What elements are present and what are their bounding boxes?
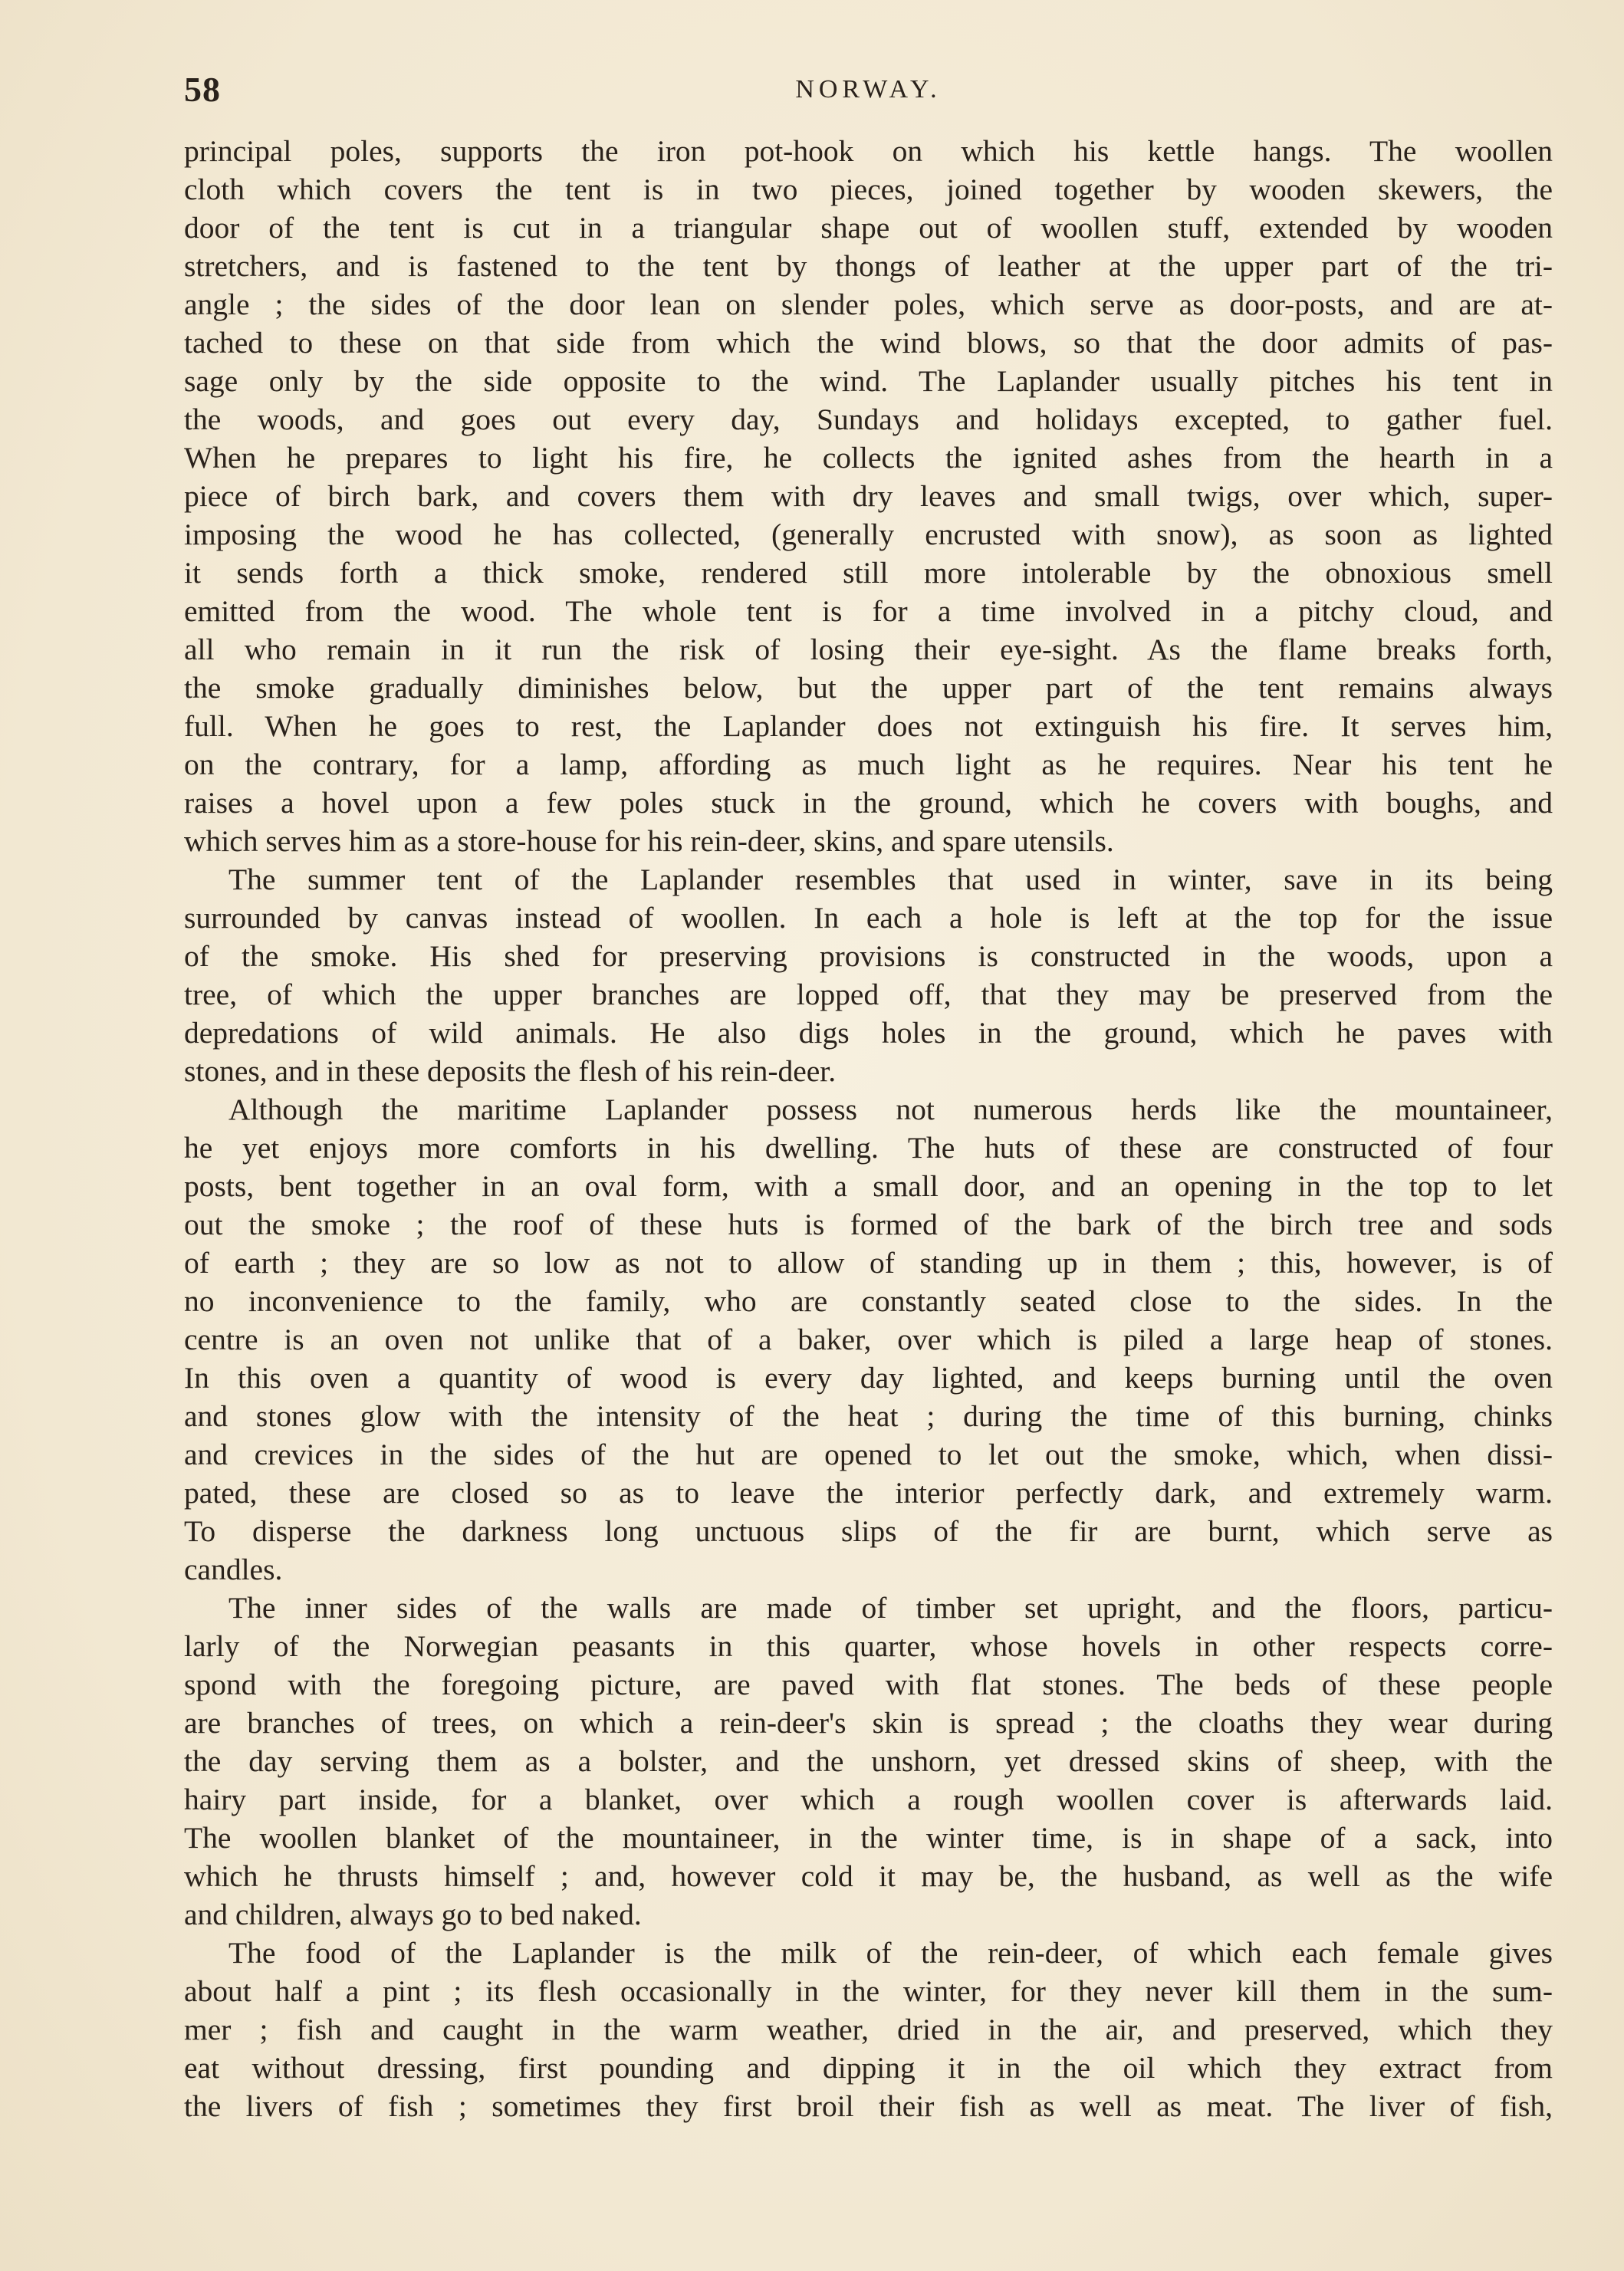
text-line: To disperse the darkness long unctuous slips of the fir are burnt, which serve as <box>184 1514 1553 1548</box>
text-line: surrounded by canvas instead of woollen. In each a hole is left at the top for the issue <box>184 901 1553 935</box>
text-line: he yet enjoys more comforts in his dwelling. The huts of these are constructed of four <box>184 1131 1553 1165</box>
text-line: The woollen blanket of the mountaineer, in the winter time, is in shape of a sack, into <box>184 1821 1553 1855</box>
text-line: which serves him as a store-house for his rein-deer, skins, and spare utensils. <box>184 824 1114 858</box>
text-line: sage only by the side opposite to the wind. The Laplander usually pitches his tent in <box>184 364 1553 398</box>
body-text <box>184 132 1553 2125</box>
text-line: piece of birch bark, and covers them with dry leaves and small twigs, over which, super- <box>184 479 1553 513</box>
text-line: tached to these on that side from which the wind blows, so that the door admits of pas- <box>184 326 1553 360</box>
text-line: imposing the wood he has collected, (generally encrusted with snow), as soon as lighted <box>184 518 1553 551</box>
text-line: The summer tent of the Laplander resembles that used in winter, save in its being <box>228 863 1553 896</box>
text-line: tree, of which the upper branches are lopped off, that they may be preserved from the <box>184 978 1553 1011</box>
text-line: the livers of fish ; sometimes they first broil their fish as well as meat. The liver of fish, <box>184 2089 1553 2123</box>
text-line: eat without dressing, first pounding and dipping it in the oil which they extract from <box>184 2051 1553 2085</box>
text-line: on the contrary, for a lamp, affording as much light as he requires. Near his tent he <box>184 748 1553 781</box>
text-line: larly of the Norwegian peasants in this quarter, whose hovels in other respects corre- <box>184 1629 1553 1663</box>
text-line: hairy part inside, for a blanket, over which a rough woollen cover is afterwards laid. <box>184 1783 1553 1816</box>
text-line: When he prepares to light his fire, he collects the ignited ashes from the hearth in a <box>184 441 1553 475</box>
text-line: centre is an oven not unlike that of a baker, over which is piled a large heap of stones. <box>184 1323 1553 1356</box>
page-header <box>184 69 1553 115</box>
text-line: and crevices in the sides of the hut are opened to let out the smoke, which, when dissi- <box>184 1438 1553 1471</box>
text-line: mer ; fish and caught in the warm weather, dried in the air, and preserved, which they <box>184 2013 1553 2046</box>
text-line: candles. <box>184 1553 283 1586</box>
text-line: the woods, and goes out every day, Sundays and holidays excepted, to gather fuel. <box>184 403 1553 436</box>
text-line: it sends forth a thick smoke, rendered still more intolerable by the obnoxious smell <box>184 556 1553 590</box>
text-line: posts, bent together in an oval form, with a small door, and an opening in the top to let <box>184 1169 1553 1203</box>
text-line: and children, always go to bed naked. <box>184 1898 642 1931</box>
text-line: all who remain in it run the risk of losing their eye-sight. As the flame breaks forth, <box>184 633 1553 666</box>
text-line: spond with the foregoing picture, are paved with flat stones. The beds of these people <box>184 1668 1553 1701</box>
text-line: raises a hovel upon a few poles stuck in the ground, which he covers with boughs, and <box>184 786 1553 820</box>
text-line: the day serving them as a bolster, and the unshorn, yet dressed skins of sheep, with the <box>184 1744 1553 1778</box>
text-line: depredations of wild animals. He also digs holes in the ground, which he paves with <box>184 1016 1553 1050</box>
text-line: In this oven a quantity of wood is every day lighted, and keeps burning until the oven <box>184 1361 1553 1395</box>
text-line: angle ; the sides of the door lean on slender poles, which serve as door-posts, and are at- <box>184 288 1553 321</box>
running-head: NORWAY. <box>795 75 942 104</box>
text-line: pated, these are closed so as to leave the interior perfectly dark, and extremely warm. <box>184 1476 1553 1510</box>
text-line: principal poles, supports the iron pot-hook on which his kettle hangs. The woollen <box>184 134 1553 168</box>
page-number: 58 <box>184 70 221 109</box>
text-line: are branches of trees, on which a rein-deer's skin is spread ; the cloaths they wear during <box>184 1706 1553 1740</box>
text-line: which he thrusts himself ; and, however cold it may be, the husband, as well as the wife <box>184 1859 1553 1893</box>
text-line: The food of the Laplander is the milk of the rein-deer, of which each female gives <box>228 1936 1553 1970</box>
text-line: cloth which covers the tent is in two pieces, joined together by wooden skewers, the <box>184 173 1553 206</box>
text-line: and stones glow with the intensity of the heat ; during the time of this burning, chinks <box>184 1399 1553 1433</box>
text-line: out the smoke ; the roof of these huts is formed of the bark of the birch tree and sods <box>184 1208 1553 1241</box>
text-line: about half a pint ; its flesh occasionally in the winter, for they never kill them in the sum- <box>184 1974 1553 2008</box>
text-line: door of the tent is cut in a triangular shape out of woollen stuff, extended by wooden <box>184 211 1553 245</box>
text-line: full. When he goes to rest, the Laplander does not extinguish his fire. It serves him, <box>184 709 1553 743</box>
text-line: stretchers, and is fastened to the tent by thongs of leather at the upper part of the tri- <box>184 249 1553 283</box>
text-line: Although the maritime Laplander possess not numerous herds like the mountaineer, <box>228 1093 1553 1126</box>
text-line: The inner sides of the walls are made of timber set upright, and the floors, particu- <box>228 1591 1553 1625</box>
text-line: stones, and in these deposits the flesh of his rein-deer. <box>184 1054 837 1088</box>
text-line: of earth ; they are so low as not to allow of standing up in them ; this, however, is of <box>184 1246 1553 1280</box>
text-line: the smoke gradually diminishes below, but the upper part of the tent remains always <box>184 671 1553 705</box>
text-line: no inconvenience to the family, who are constantly seated close to the sides. In the <box>184 1284 1553 1318</box>
text-line: of the smoke. His shed for preserving provisions is constructed in the woods, upon a <box>184 939 1553 973</box>
text-line: emitted from the wood. The whole tent is for a time involved in a pitchy cloud, and <box>184 594 1553 628</box>
